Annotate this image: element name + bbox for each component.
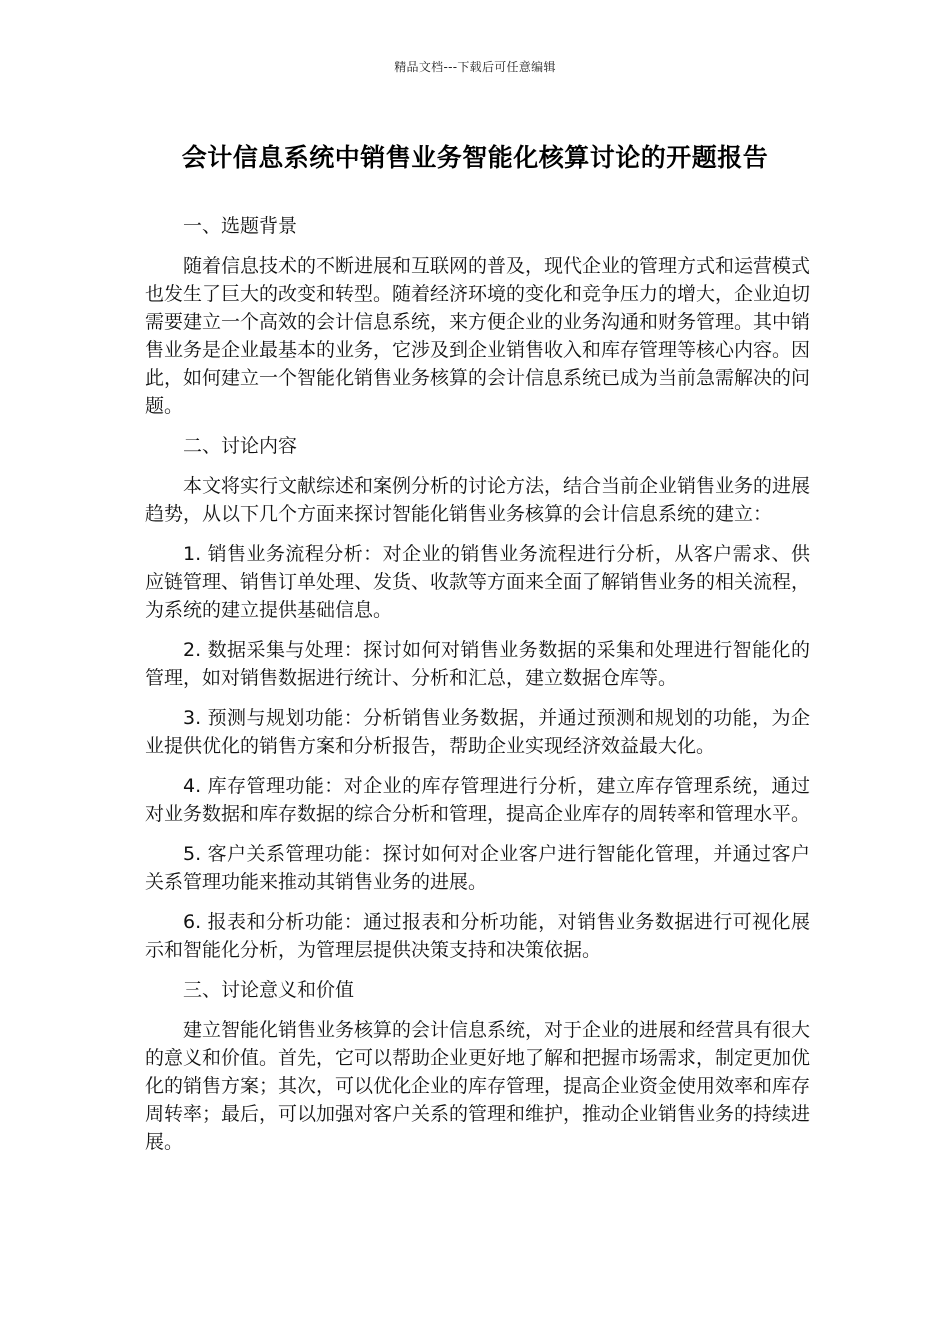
background-paragraph: 随着信息技术的不断进展和互联网的普及，现代企业的管理方式和运营模式也发生了巨大的改变和转型。随着经济环境的变化和竞争压力的增大，企业迫切需要建立一个高效的会计信息系统，来方便企业的业务沟通和财务管理。其中销售业务是企业最基本的业务，它涉及到企业销售收入和库存管理等核心内容。因此，如何建立一个智能化销售业务核算的会计信息系统已成为当前急需解决的问题。 (145, 255, 811, 417)
section-heading-significance: 三、讨论意义和价值 (183, 979, 355, 1001)
content-item-4: 4. 库存管理功能：对企业的库存管理进行分析，建立库存管理系统，通过对业务数据和库存数据的综合分析和管理，提高企业库存的周转率和管理水平。 (145, 775, 811, 825)
content-item-5: 5. 客户关系管理功能：探讨如何对企业客户进行智能化管理，并通过客户关系管理功能来推动其销售业务的进展。 (145, 843, 810, 893)
section-heading-background: 一、选题背景 (183, 215, 298, 237)
significance-paragraph: 建立智能化销售业务核算的会计信息系统，对于企业的进展和经营具有很大的意义和价值。首先，它可以帮助企业更好地了解和把握市场需求，制定更加优化的销售方案；其次，可以优化企业的库存管理，提高企业资金使用效率和库存周转率；最后，可以加强对客户关系的管理和维护，推动企业销售业务的持续进展。 (145, 1019, 811, 1153)
header-note: 精品文档---下载后可任意编辑 (394, 60, 556, 74)
section-heading-content: 二、讨论内容 (183, 435, 298, 457)
content-item-1: 1. 销售业务流程分析：对企业的销售业务流程进行分析，从客户需求、供应链管理、销售订单处理、发货、收款等方面来全面了解销售业务的相关流程，为系统的建立提供基础信息。 (145, 543, 811, 621)
content-item-3: 3. 预测与规划功能：分析销售业务数据，并通过预测和规划的功能，为企业提供优化的销售方案和分析报告，帮助企业实现经济效益最大化。 (145, 707, 810, 757)
content-item-2: 2. 数据采集与处理：探讨如何对销售业务数据的采集和处理进行智能化的管理，如对销售数据进行统计、分析和汇总，建立数据仓库等。 (145, 639, 810, 689)
content-item-6: 6. 报表和分析功能：通过报表和分析功能，对销售业务数据进行可视化展示和智能化分析，为管理层提供决策支持和决策依据。 (145, 911, 810, 961)
document-title: 会计信息系统中销售业务智能化核算讨论的开题报告 (181, 143, 769, 172)
document-body (145, 212, 810, 1168)
content-intro-paragraph: 本文将实行文献综述和案例分析的讨论方法，结合当前企业销售业务的进展趋势，从以下几个方面来探讨智能化销售业务核算的会计信息系统的建立： (145, 475, 811, 525)
